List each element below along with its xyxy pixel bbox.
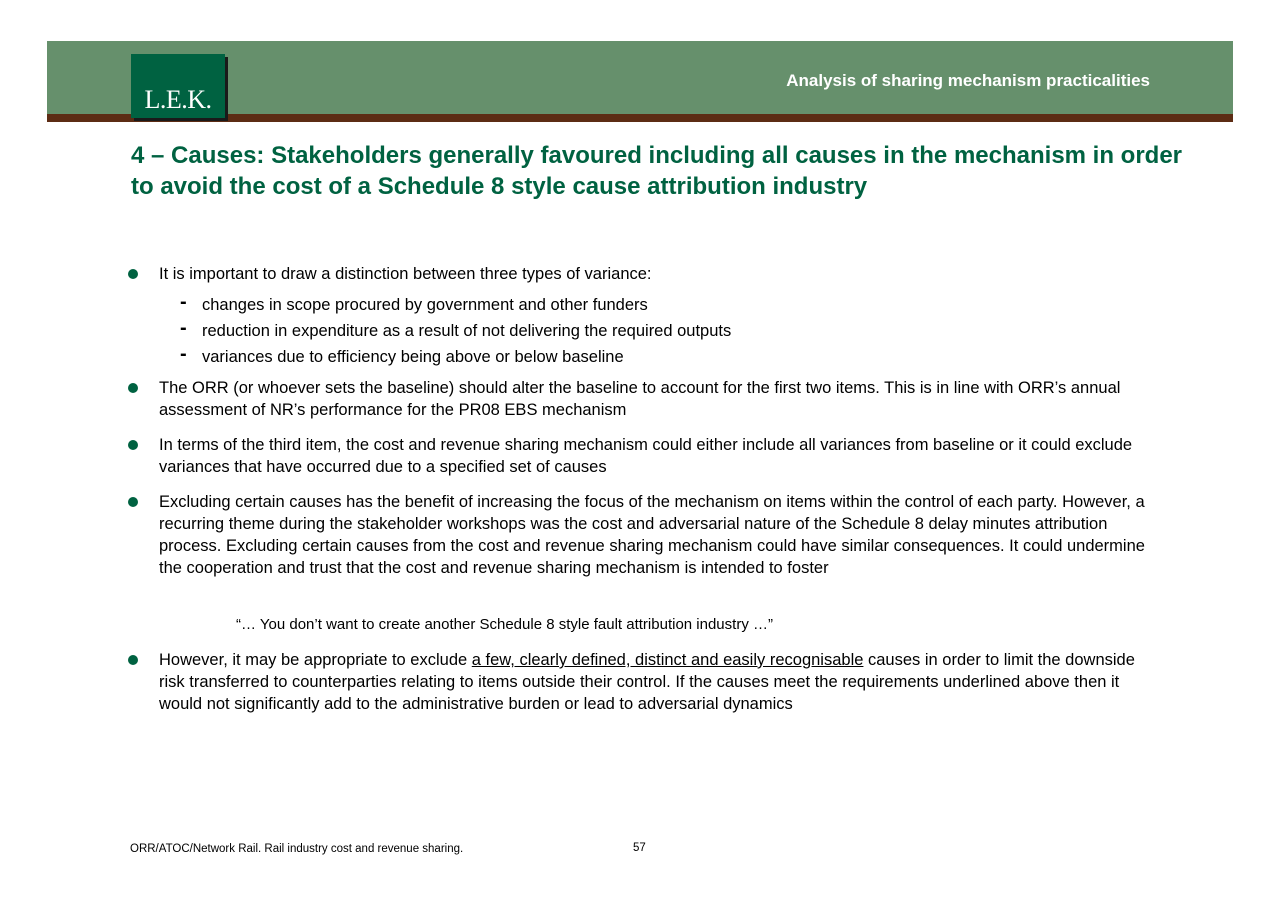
dash-icon: - [180, 291, 187, 313]
dash-icon: - [180, 317, 187, 339]
sub-item-1 [180, 291, 1102, 316]
bullet-item-1 [159, 263, 1149, 285]
sub-item-text: reduction in expenditure as a result of not delivering the required outputs [202, 322, 732, 340]
footer-source: ORR/ATOC/Network Rail. Rail industry cost and revenue sharing. [130, 843, 464, 855]
bullet-dot-icon [128, 383, 138, 393]
bullet-dot-icon [128, 269, 138, 279]
logo-text: L.E.K. [144, 85, 212, 114]
bullet-dot-icon [128, 655, 138, 665]
bullet-text: In terms of the third item, the cost and revenue sharing mechanism could either include all variances from baseline or it could exclude variances that have occurred due to a specified set of causes [159, 436, 1133, 476]
bullet-item-3 [159, 434, 1149, 478]
lek-logo [131, 54, 225, 118]
bullet-text: It is important to draw a distinction between three types of variance: [159, 265, 652, 283]
dash-icon: - [180, 343, 187, 365]
bullet-item-2 [159, 377, 1149, 421]
bullet-dot-icon [128, 440, 138, 450]
slide-title: 4 – Causes: Stakeholders generally favoured including all causes in the mechanism in order to avoid the cost of a Schedule 8 style cause attribution industry [131, 142, 1183, 200]
bullet-item-4 [159, 491, 1149, 579]
bullet-text-post: causes in order to limit the downside risk transferred to counterparties relating to items outside their control. If the causes meet the requirements underlined above then it would not significantly add to the administrative burden or lead to adversarial dynamics [159, 651, 1135, 713]
bullet-text: Excluding certain causes has the benefit of increasing the focus of the mechanism on items within the control of each party. However, a recurring theme during the stakeholder workshops was the cost and adversarial nature of the Schedule 8 delay minutes attribution process. Excluding certain causes from the cost and revenue sharing mechanism could have similar consequences. It could undermine the cooperation and trust that the cost and revenue sharing mechanism is intended to foster [159, 493, 1145, 577]
bullet-text: The ORR (or whoever sets the baseline) should alter the baseline to account for the first two items. This is in line with ORR’s annual assessment of NR’s performance for the PR08 EBS mechanism [159, 379, 1121, 419]
sub-item-text: variances due to efficiency being above or below baseline [202, 348, 624, 366]
section-title: Analysis of sharing mechanism practicalities [786, 71, 1150, 90]
bullet-dot-icon [128, 497, 138, 507]
bullet-text-pre: However, it may be appropriate to exclude [159, 651, 472, 669]
sub-item-text: changes in scope procured by government and other funders [202, 296, 648, 314]
sub-item-2 [180, 317, 1102, 342]
page-number: 57 [633, 842, 646, 854]
sub-item-3 [180, 343, 1102, 368]
bullet-text-underlined: a few, clearly defined, distinct and easily recognisable [471, 651, 864, 669]
bullet-item-5 [159, 649, 1149, 715]
stakeholder-quote: “… You don’t want to create another Schedule 8 style fault attribution industry …” [236, 616, 773, 633]
